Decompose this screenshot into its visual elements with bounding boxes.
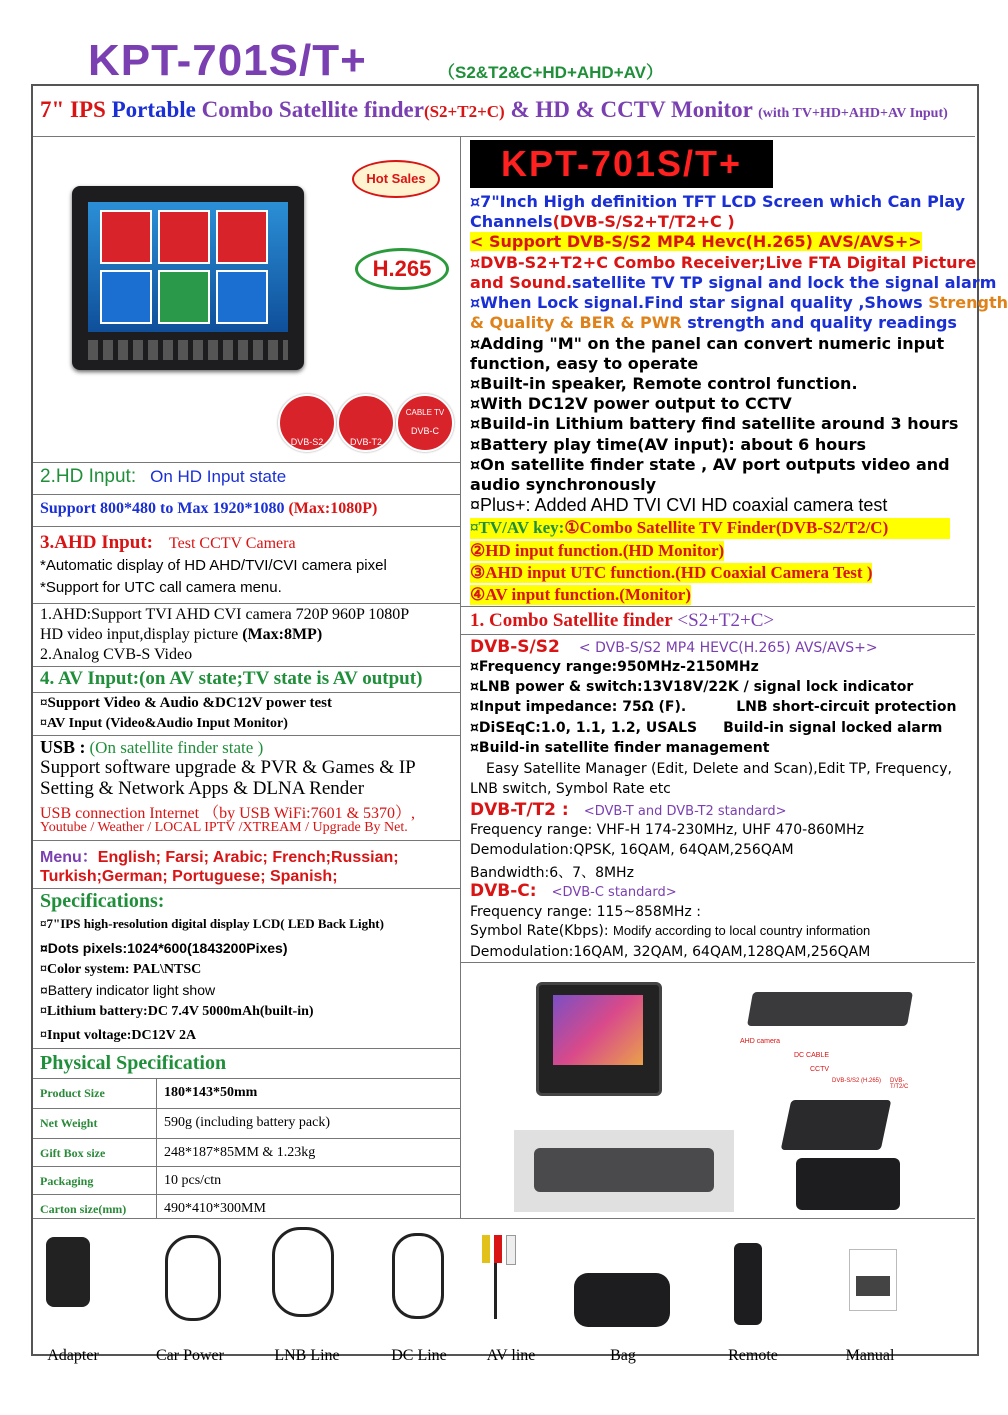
dvbs-line-2: ¤LNB power & switch:13V18V/22K / signal lock indicator <box>470 679 914 695</box>
dvb-s2-round-icon: DVB-S2 <box>278 394 336 452</box>
av-line-2: ¤AV Input (Video&Audio Input Monitor) <box>40 716 288 731</box>
usb-heading: USB : (On satellite finder state ) <box>40 737 264 757</box>
model-subtitle: （S2&T2&C+HD+AHD+AV） <box>438 63 663 82</box>
phys-row-net-weight: Net Weight 590g (including battery pack) <box>40 1115 331 1130</box>
usb-line-2: Setting & Network Apps & DLNA Render <box>40 778 365 799</box>
usb-line-3: USB connection Internet （by USB WiFi:7601 & 5370）, <box>40 805 416 822</box>
tile-edit-channel-icon <box>100 270 152 324</box>
ahd-detail-2: HD video input,display picture (Max:8MP) <box>40 626 323 643</box>
physical-spec-heading: Physical Specification <box>40 1052 227 1074</box>
av-line-1: ¤Support Video & Audio &DC12V power test <box>40 695 332 711</box>
adapter-icon <box>46 1237 90 1307</box>
device-keypad <box>88 340 288 360</box>
car-power-icon <box>165 1235 221 1321</box>
hd-input-heading: 2.HD Input: On HD Input state <box>40 466 287 487</box>
dc-line-icon <box>392 1233 444 1319</box>
dvbs-heading: DVB-S/S2 < DVB-S/S2 MP4 HEVC(H.265) AVS/AVS+> <box>470 637 878 657</box>
hd-support: Support 800*480 to Max 1920*1080 (Max:1080P) <box>40 500 378 517</box>
feature-3b: and Sound.satellite TV TP signal and lock the signal alarm <box>470 273 997 292</box>
phys-row-carton-size: Carton size(mm) 490*410*300MM <box>40 1201 266 1216</box>
spec-line-4: ¤Battery indicator light show <box>40 982 216 998</box>
feature-7: ¤With DC12V power output to CCTV <box>470 394 792 413</box>
feature-5a: ¤Adding "M" on the panel can convert numeric input <box>470 334 945 353</box>
feature-11: ¤Plus+: Added AHD TVI CVI HD coaxial camera test <box>470 495 888 515</box>
accessory-lnb-line: LNB Line <box>252 1225 362 1365</box>
dvbs-line-5: ¤Build-in satellite finder management <box>470 740 770 756</box>
dvbt-heading: DVB-T/T2 : <DVB-T and DVB-T2 standard> <box>470 800 787 820</box>
phys-row-packaging: Packaging 10 pcs/ctn <box>40 1173 222 1188</box>
usb-line-1: Support software upgrade & PVR & Games & IP <box>40 757 416 778</box>
tile-dvbs2-icon <box>100 210 152 264</box>
tile-cable-tv-icon <box>216 210 268 264</box>
tile-settings-icon <box>216 270 268 324</box>
spec-line-3: ¤Color system: PAL\NTSC <box>40 962 202 977</box>
device-connection-diagram: AHD camera DC CABLE CCTV DVB-S/S2 (H.265) DVB-T/T2/C <box>740 982 920 1090</box>
ahd-input-heading: 3.AHD Input: Test CCTV Camera <box>40 532 296 553</box>
av-line-icon <box>482 1235 490 1263</box>
feature-9: ¤Battery play time(AV input): about 6 hours <box>470 435 867 454</box>
lnb-line-icon <box>272 1227 334 1317</box>
specifications-heading: Specifications: <box>40 890 165 912</box>
feature-3a: ¤DVB-S2+T2+C Combo Receiver;Live FTA Digital Picture <box>470 253 977 272</box>
dvbs-line-3: ¤Input impedance: 75Ω (F). LNB short-circuit protection <box>470 699 957 715</box>
h265-badge: H.265 <box>355 248 449 290</box>
usb-line-4: Youtube / Weather / LOCAL IPTV /XTREAM / Upgrade By Net. <box>40 820 408 835</box>
dvbt-line-2: Demodulation:QPSK, 16QAM, 64QAM,256QAM <box>470 842 794 858</box>
dvbc-line-2: Symbol Rate(Kbps): Modify according to local country information <box>470 923 871 939</box>
dvb-t2-round-icon: DVB-T2 <box>337 394 395 452</box>
accessory-car-power: Car Power <box>135 1225 245 1365</box>
accessory-remote: Remote <box>698 1225 808 1365</box>
model-banner: KPT-701S/T+ <box>470 140 773 188</box>
ahd-line-2: *Support for UTC call camera menu. <box>40 579 282 596</box>
feature-1b: Channels(DVB-S/S2+T/T2+C ) <box>470 212 735 231</box>
ahd-detail-1: 1.AHD:Support TVI AHD CVI camera 720P 960P 1080P <box>40 606 410 623</box>
dvbs-line-4: ¤DiSEqC:1.0, 1.1, 1.2, USALS Build-in signal locked alarm <box>470 720 943 736</box>
dvbt-line-1: Frequency range: VHF-H 174-230MHz, UHF 470-860MHz <box>470 822 864 838</box>
device-image <box>72 186 304 370</box>
spec-line-2: ¤Dots pixels:1024*600(1843200Pixes) <box>40 940 288 956</box>
dvbs-line-6: Easy Satellite Manager (Edit, Delete and Scan),Edit TP, Frequency, <box>486 761 952 777</box>
dvb-c-round-icon: CABLE TV $_{DVB-C}$ <box>396 394 454 452</box>
dvbc-heading: DVB-C: <DVB-C standard> <box>470 881 677 901</box>
spec-line-5: ¤Lithium battery:DC 7.4V 5000mAh(built-in) <box>40 1004 314 1019</box>
ahd-line-1: *Automatic display of HD AHD/TVI/CVI camera pixel <box>40 557 387 574</box>
feature-4b: & Quality & BER & PWR strength and quality readings <box>470 313 957 332</box>
feature-1a: ¤7"Inch High definition TFT LCD Screen which Can Play <box>470 192 966 211</box>
spec-line-6: ¤Input voltage:DC12V 2A <box>40 1028 197 1043</box>
dvbs-line-1: ¤Frequency range:950MHz-2150MHz <box>470 659 759 675</box>
accessory-av-line: AV line <box>456 1225 566 1365</box>
model-title: KPT-701S/T+ <box>88 36 367 85</box>
manual-icon <box>849 1249 897 1311</box>
tvav-key-1: ¤TV/AV key:①Combo Satellite TV Finder(DVB-S2/T2/C) <box>470 518 889 537</box>
device-stand-photo <box>796 1158 900 1210</box>
combo-heading: 1. Combo Satellite finder <S2+T2+C> <box>470 610 775 631</box>
feature-2: < Support DVB-S/S2 MP4 Hevc(H.265) AVS/AVS+> <box>470 232 922 251</box>
feature-10b: audio synchronously <box>470 475 656 494</box>
bag-icon <box>574 1273 670 1327</box>
ahd-detail-3: 2.Analog CVB-S Video <box>40 646 193 663</box>
hot-sales-badge: Hot Sales <box>352 160 440 198</box>
device-top-photo <box>781 1100 892 1150</box>
device-screen <box>88 202 288 332</box>
spec-line-1: ¤7"IPS high-resolution digital display LCD( LED Back Light) <box>40 916 384 931</box>
tvav-key-2: ②HD input function.(HD Monitor) <box>470 541 725 560</box>
accessory-dc-line: DC Line <box>364 1225 474 1365</box>
dvbc-line-3: Demodulation:16QAM, 32QAM, 64QAM,128QAM,256QAM <box>470 944 871 960</box>
feature-5b: function, easy to operate <box>470 354 699 373</box>
phys-row-product-size: Product Size 180*143*50mm <box>40 1085 258 1100</box>
feature-6: ¤Built-in speaker, Remote control function. <box>470 374 858 393</box>
tvav-key-4: ④AV input function.(Monitor) <box>470 585 691 604</box>
phys-row-gift-box: Gift Box size 248*187*85MM & 1.23kg <box>40 1145 316 1160</box>
device-back-photo <box>514 1130 734 1212</box>
dvbc-line-1: Frequency range: 115~858MHz : <box>470 904 701 920</box>
accessory-bag: Bag <box>568 1225 678 1365</box>
tile-expansion-icon <box>158 270 210 324</box>
remote-icon <box>734 1243 762 1325</box>
device-side-photo <box>536 982 662 1096</box>
feature-8: ¤Build-in Lithium battery find satellite around 3 hours <box>470 414 959 433</box>
feature-4a: ¤When Lock signal.Find star signal quality ,Shows Strength <box>470 293 1008 312</box>
dvbt-line-3: Bandwidth:6、7、8MHz <box>470 865 634 881</box>
accessory-manual: Manual <box>815 1225 925 1365</box>
feature-10a: ¤On satellite finder state , AV port outputs video and <box>470 455 950 474</box>
menu-languages-1: Menu：English; Farsi; Arabic; French;Russian; <box>40 849 399 866</box>
product-headline: 7" IPS Portable Combo Satellite finder(S2+T2+C) & HD & CCTV Monitor (with TV+HD+AHD+AV Input) <box>40 97 948 122</box>
dvbs-line-7: LNB switch, Symbol Rate etc <box>470 781 671 797</box>
tvav-key-3: ③AHD input UTC function.(HD Coaxial Camera Test ) <box>470 563 873 582</box>
tile-dvbt2-icon <box>158 210 210 264</box>
av-input-heading: 4. AV Input:(on AV state;TV state is AV output) <box>40 668 423 689</box>
menu-languages-2: Turkish;German; Portuguese; Spanish; <box>40 868 338 885</box>
accessory-adapter: Adapter <box>18 1225 128 1365</box>
